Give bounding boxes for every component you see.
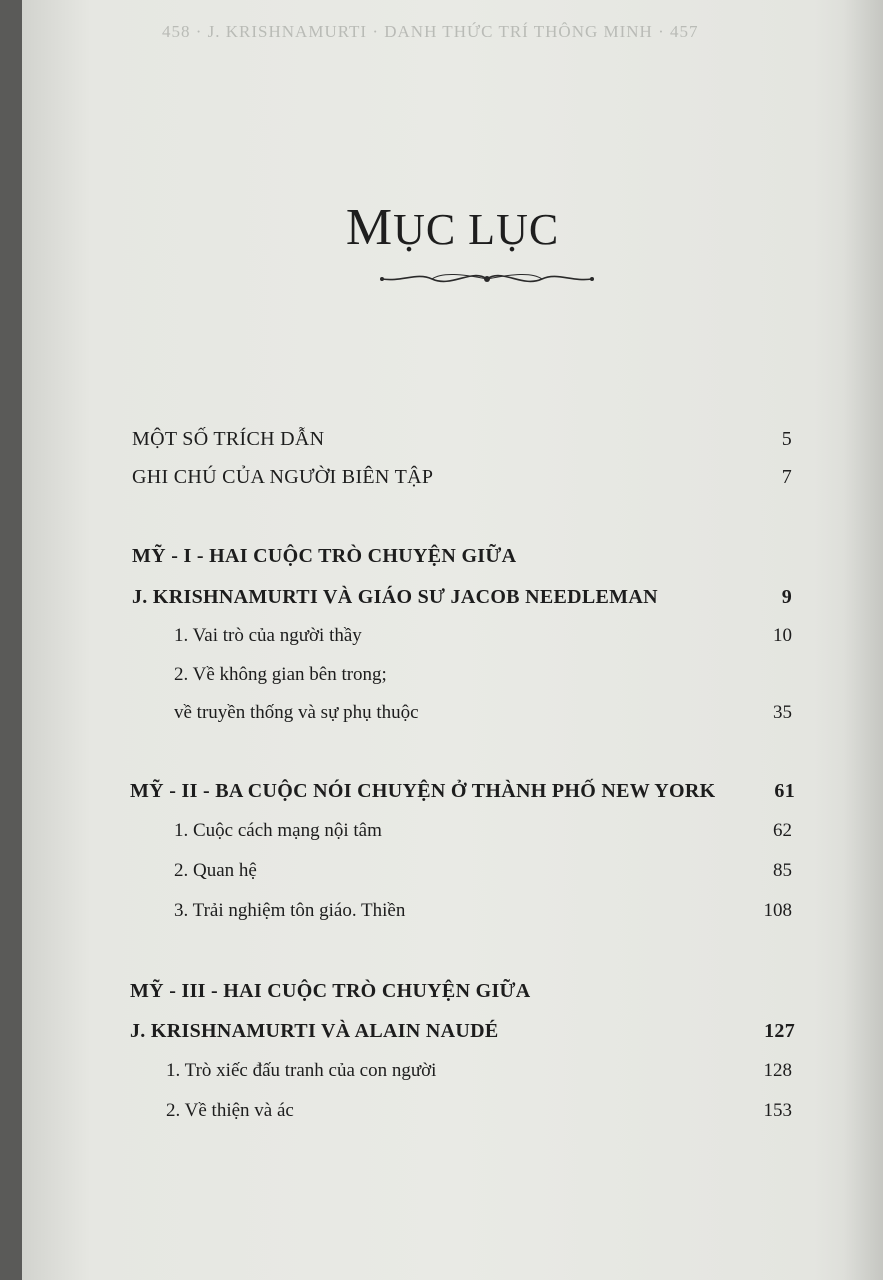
title-initial: M: [345, 199, 394, 256]
toc-section-heading[interactable]: [132, 586, 792, 609]
toc-entry[interactable]: [132, 702, 792, 724]
toc-entry-label: MỸ - II - BA CUỘC NÓI CHUYỆN Ở THÀNH PHỐ NEW YORK: [130, 780, 716, 802]
toc-entry-page: 62: [773, 820, 792, 841]
toc-entry[interactable]: [132, 664, 792, 686]
page-title: [22, 198, 883, 257]
toc-entry-label: J. KRISHNAMURTI VÀ ALAIN NAUDÉ: [130, 1020, 499, 1042]
toc-section-heading[interactable]: [130, 1020, 795, 1043]
toc-entry-label: MỘT SỐ TRÍCH DẪN: [132, 428, 325, 450]
toc-entry-page: 127: [764, 1020, 795, 1042]
toc-entry-label: MỸ - I - HAI CUỘC TRÒ CHUYỆN GIỮA: [132, 545, 517, 567]
toc-entry-label: GHI CHÚ CỦA NGƯỜI BIÊN TẬP: [132, 466, 434, 488]
toc-entry-page: 9: [781, 586, 792, 608]
toc-entry-label: 2. Về thiện và ác: [166, 1100, 294, 1121]
toc-entry-page: 7: [781, 466, 792, 488]
title-rest: ỤC LỤC: [393, 205, 560, 254]
toc-entry[interactable]: [132, 860, 792, 882]
toc-entry-label: 2. Về không gian bên trong;: [174, 664, 387, 685]
toc-entry-label: về truyền thống và sự phụ thuộc: [174, 702, 419, 723]
toc-section-heading[interactable]: [130, 780, 795, 803]
running-head: 458 · J. KRISHNAMURTI · DANH THỨC TRÍ THÔNG MINH · 457: [162, 22, 699, 41]
toc-entry[interactable]: [132, 1060, 792, 1082]
toc-entry-label: J. KRISHNAMURTI VÀ GIÁO SƯ JACOB NEEDLEMAN: [132, 586, 658, 608]
toc-entry-label: 3. Trải nghiệm tôn giáo. Thiền: [174, 900, 406, 921]
toc-entry-page: 61: [774, 780, 795, 802]
toc-entry-page: 85: [773, 860, 792, 881]
toc-entry-label: 1. Cuộc cách mạng nội tâm: [174, 820, 382, 841]
toc-entry[interactable]: [132, 1100, 792, 1122]
toc-entry-page: 108: [763, 900, 792, 921]
toc-section-heading[interactable]: [130, 980, 790, 1003]
toc-entry[interactable]: [132, 820, 792, 842]
toc-entry-page: 153: [763, 1100, 792, 1121]
toc-entry-page: 35: [773, 702, 792, 723]
toc-entry[interactable]: [132, 466, 792, 489]
toc-entry-page: 10: [773, 625, 792, 646]
toc-entry[interactable]: [132, 428, 792, 451]
toc-entry[interactable]: [132, 625, 792, 647]
toc-entry-label: 1. Trò xiếc đấu tranh của con người: [166, 1060, 437, 1081]
toc-entry-page: 5: [781, 428, 792, 450]
toc-entry-label: 2. Quan hệ: [174, 860, 257, 881]
toc-entry-label: 1. Vai trò của người thầy: [174, 625, 362, 646]
page-edge-shadow: [843, 0, 883, 1280]
toc-section-heading[interactable]: [132, 545, 792, 568]
toc-entry-label: MỸ - III - HAI CUỘC TRÒ CHUYỆN GIỮA: [130, 980, 531, 1002]
ornament-divider-icon: [372, 262, 602, 296]
toc-entry[interactable]: [132, 900, 792, 922]
book-page: [22, 0, 883, 1280]
toc-entry-page: 128: [763, 1060, 792, 1081]
